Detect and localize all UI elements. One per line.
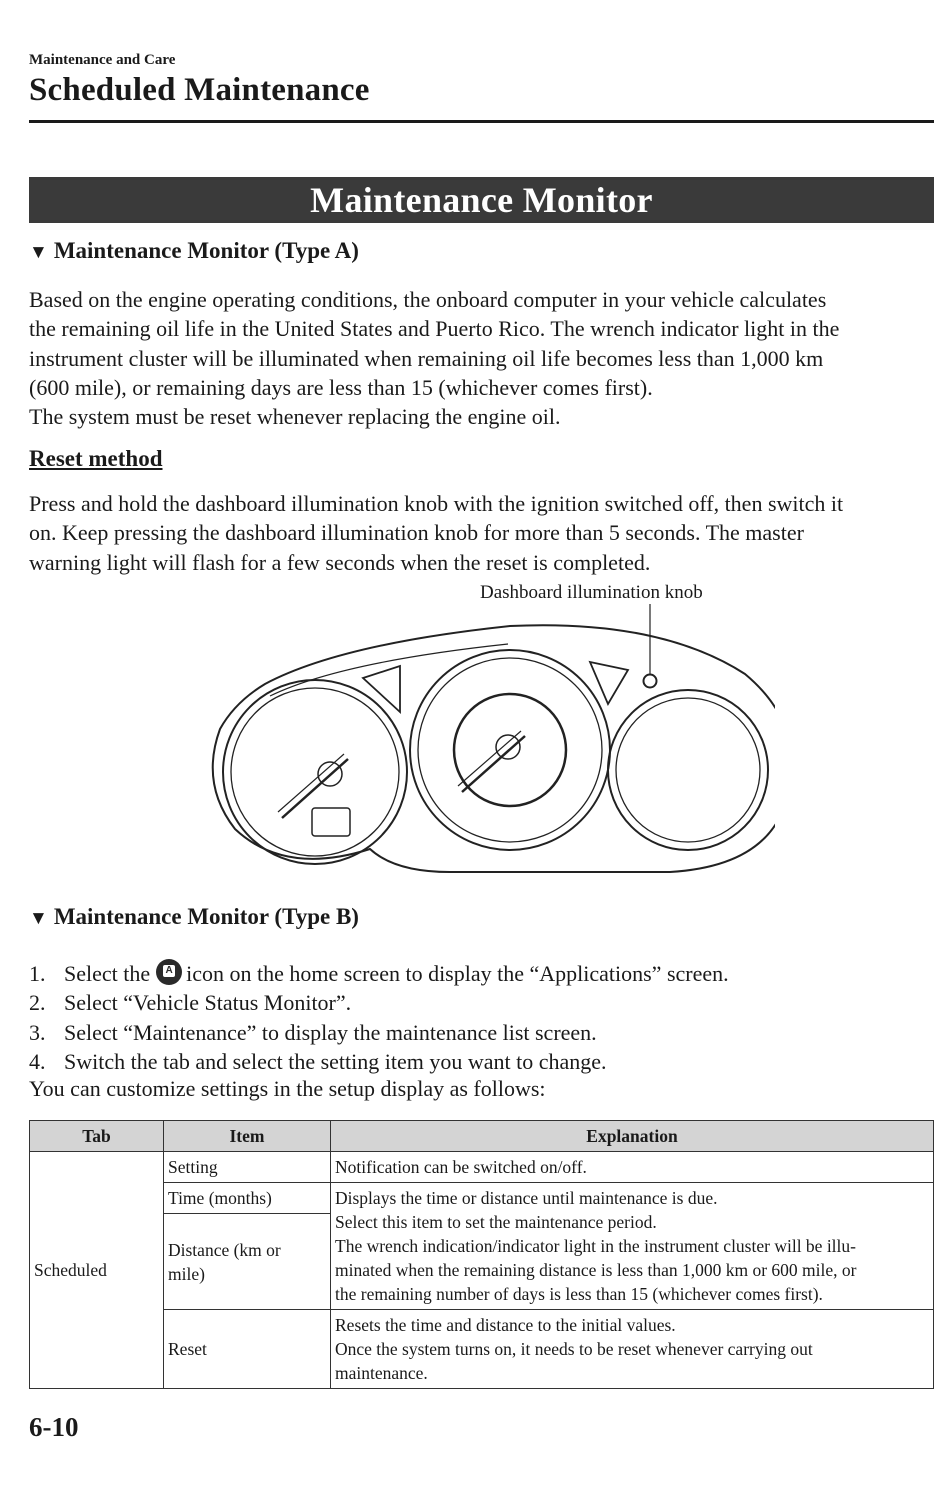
step-item <box>29 1047 729 1076</box>
instrument-cluster-illustration <box>190 604 775 889</box>
reset-line: warning light will flash for a few seconds when the reset is completed. <box>29 549 651 575</box>
dashboard-illumination-knob <box>644 675 657 688</box>
step-item <box>29 959 729 988</box>
column-header-item: Item <box>164 1121 331 1152</box>
table-row <box>30 1310 934 1389</box>
left-gauge-needle <box>282 759 348 818</box>
table-row <box>30 1152 934 1183</box>
triangle-down-icon: ▼ <box>29 908 48 929</box>
step-number: 1. <box>29 961 46 986</box>
type-b-heading <box>29 904 359 930</box>
triangle-down-icon: ▼ <box>29 242 48 263</box>
explanation-line: maintenance. <box>335 1363 428 1383</box>
page-number: 6-10 <box>29 1412 79 1442</box>
step-number: 2. <box>29 990 46 1016</box>
left-gauge-display <box>312 808 350 836</box>
type-b-steps <box>29 959 729 1076</box>
step-item <box>29 1018 729 1047</box>
page-title: Scheduled Maintenance <box>29 72 370 108</box>
intro-line: (600 mile), or remaining days are less than 15 (whichever comes first). <box>29 374 653 400</box>
cluster-housing <box>213 625 775 872</box>
left-gauge-face <box>231 688 399 856</box>
title-rule <box>29 120 934 123</box>
explanation-line: minated when the remaining distance is less than 1,000 km or 600 mile, or <box>335 1260 857 1280</box>
explanation-cell <box>331 1310 934 1389</box>
explanation-cell: Notification can be switched on/off. <box>331 1152 934 1183</box>
center-gauge-hub <box>496 735 520 759</box>
maintenance-settings-table <box>29 1120 934 1389</box>
reset-method-heading: Reset method <box>29 446 163 471</box>
figure-callout-label: Dashboard illumination knob <box>480 582 703 603</box>
step-text: icon on the home screen to display the “Applications” screen. <box>186 961 729 986</box>
applications-icon-letter: A <box>163 965 175 977</box>
right-gauge-face <box>616 698 760 842</box>
section-banner: Maintenance Monitor <box>29 177 934 223</box>
item-cell: Reset <box>164 1310 331 1389</box>
reset-line: on. Keep pressing the dashboard illumination knob for more than 5 seconds. The master <box>29 520 804 546</box>
explanation-cell <box>331 1183 934 1310</box>
step-text: Select the <box>64 961 151 986</box>
reset-line: Press and hold the dashboard illumination knob with the ignition switched off, then switch it <box>29 491 844 516</box>
step-text: Switch the tab and select the setting item you want to change. <box>64 1048 607 1074</box>
intro-line: instrument cluster will be illuminated when remaining oil life becomes less than 1,000 km <box>29 345 824 371</box>
column-header-tab: Tab <box>30 1121 164 1152</box>
type-a-heading <box>29 238 359 264</box>
setup-intro-text: You can customize settings in the setup display as follows: <box>29 1076 546 1101</box>
section-label: Maintenance and Care <box>29 52 176 68</box>
item-line: Distance (km or <box>168 1239 281 1260</box>
center-gauge-needle <box>462 736 525 792</box>
item-cell: Setting <box>164 1152 331 1183</box>
item-line: mile) <box>168 1263 205 1284</box>
table-header-row <box>30 1121 934 1152</box>
tab-cell: Scheduled <box>30 1152 164 1389</box>
explanation-line: Resets the time and distance to the initial values. <box>335 1315 676 1335</box>
explanation-line: Displays the time or distance until maintenance is due. <box>335 1188 718 1208</box>
explanation-line: The wrench indication/indicator light in the instrument cluster will be illu- <box>335 1236 856 1256</box>
step-text: Select “Vehicle Status Monitor”. <box>64 990 352 1016</box>
intro-line: Based on the engine operating conditions, the onboard computer in your vehicle calculates <box>29 287 827 312</box>
step-text: Select “Maintenance” to display the maintenance list screen. <box>64 1019 597 1045</box>
type-a-heading-text: Maintenance Monitor (Type A) <box>53 238 359 263</box>
item-cell <box>164 1214 331 1310</box>
item-cell: Time (months) <box>164 1183 331 1214</box>
right-gauge-rim <box>608 690 768 850</box>
left-gauge-needle-edge <box>278 754 344 812</box>
intro-line: the remaining oil life in the United States and Puerto Rico. The wrench indicator light in the <box>29 316 840 342</box>
step-number: 4. <box>29 1048 46 1074</box>
intro-line: The system must be reset whenever replacing the engine oil. <box>29 404 561 430</box>
explanation-line: the remaining number of days is less than 15 (whichever comes first). <box>335 1284 823 1304</box>
step-item <box>29 988 729 1017</box>
explanation-line: Once the system turns on, it needs to be reset whenever carrying out <box>335 1339 813 1359</box>
reset-method-text <box>29 489 934 577</box>
step-number: 3. <box>29 1019 46 1045</box>
column-header-explanation: Explanation <box>331 1121 934 1152</box>
explanation-line: Select this item to set the maintenance period. <box>335 1212 657 1232</box>
type-a-intro <box>29 285 934 431</box>
type-b-heading-text: Maintenance Monitor (Type B) <box>53 904 359 929</box>
left-indicator-panel <box>363 666 400 712</box>
table-row <box>30 1183 934 1214</box>
applications-icon <box>156 959 182 985</box>
